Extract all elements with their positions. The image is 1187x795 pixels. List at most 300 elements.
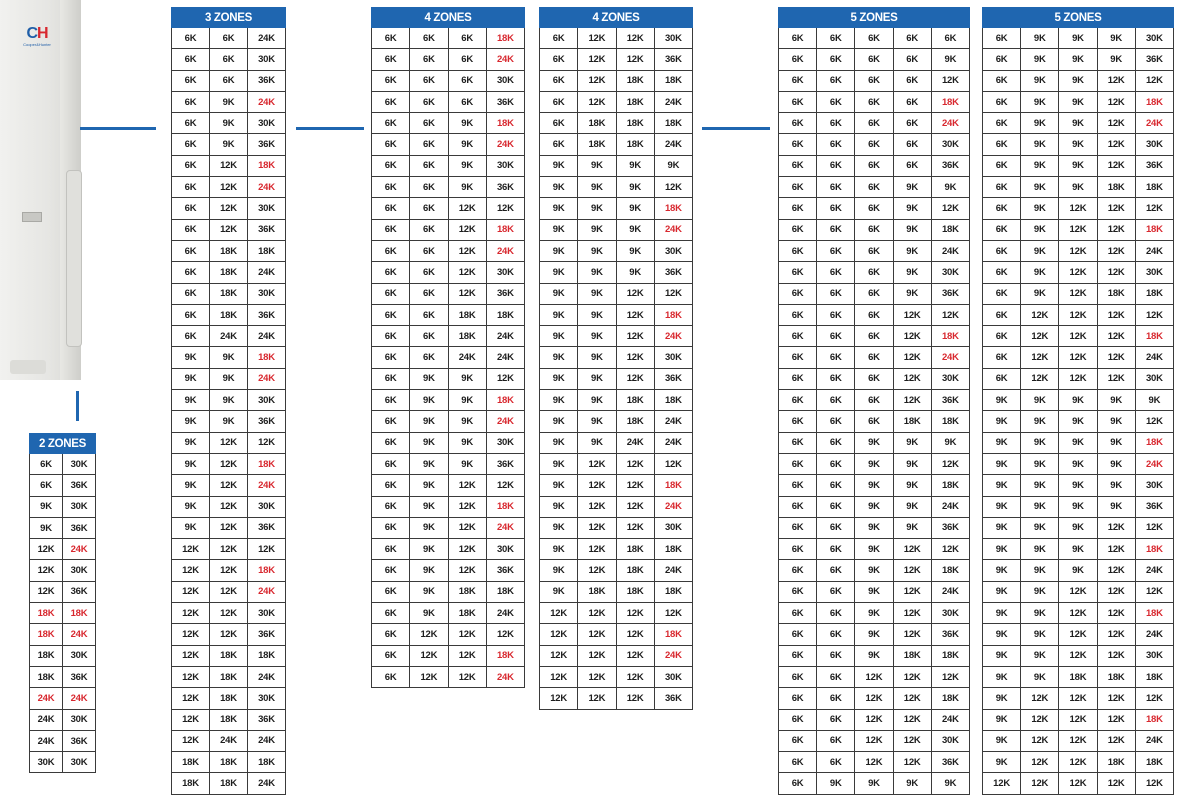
capacity-cell: 12K (540, 603, 578, 624)
capacity-cell: 12K (893, 560, 931, 581)
capacity-cell: 6K (893, 70, 931, 91)
table-row (540, 198, 693, 219)
capacity-cell: 12K (1097, 240, 1135, 261)
capacity-cell: 12K (1097, 91, 1135, 112)
capacity-cell: 12K (1097, 70, 1135, 91)
capacity-cell: 18K (654, 113, 692, 134)
table-row (30, 517, 96, 538)
capacity-cell: 6K (779, 155, 817, 176)
capacity-cell: 9K (931, 432, 969, 453)
capacity-cell: 30K (1135, 645, 1173, 666)
capacity-cell: 6K (540, 70, 578, 91)
capacity-cell: 9K (448, 411, 486, 432)
capacity-cell: 6K (817, 539, 855, 560)
table-row (779, 517, 970, 538)
table-row (172, 624, 286, 645)
capacity-cell: 12K (893, 752, 931, 773)
capacity-cell: 6K (855, 390, 893, 411)
table-row (540, 560, 693, 581)
table-row (372, 581, 525, 602)
capacity-cell: 6K (410, 240, 448, 261)
capacity-cell: 12K (410, 645, 448, 666)
capacity-cell: 6K (779, 326, 817, 347)
table-row (540, 496, 693, 517)
capacity-cell: 18K (210, 666, 248, 687)
capacity-cell: 6K (172, 49, 210, 70)
table-row (540, 539, 693, 560)
capacity-cell: 18K (1097, 283, 1135, 304)
table-row (172, 91, 286, 112)
capacity-cell: 36K (1135, 155, 1173, 176)
unit-handle (22, 212, 42, 222)
capacity-cell: 9K (1021, 198, 1059, 219)
table-row (30, 752, 96, 773)
table-row (983, 347, 1174, 368)
capacity-cell: 6K (855, 198, 893, 219)
capacity-cell: 9K (448, 453, 486, 474)
capacity-cell: 6K (817, 49, 855, 70)
capacity-cell: 6K (855, 177, 893, 198)
table-row (172, 390, 286, 411)
capacity-cell: 9K (578, 326, 616, 347)
capacity-cell: 9K (1097, 432, 1135, 453)
capacity-cell: 9K (1059, 155, 1097, 176)
capacity-cell: 18K (486, 28, 524, 49)
capacity-cell: 18K (248, 240, 286, 261)
capacity-cell: 36K (248, 70, 286, 91)
capacity-cell: 9K (410, 368, 448, 389)
capacity-cell: 9K (1135, 390, 1173, 411)
capacity-cell: 6K (779, 411, 817, 432)
capacity-cell: 9K (616, 219, 654, 240)
capacity-cell: 6K (410, 91, 448, 112)
capacity-cell: 6K (448, 28, 486, 49)
capacity-cell: 18K (1097, 177, 1135, 198)
capacity-cell: 12K (931, 198, 969, 219)
capacity-cell: 18K (210, 773, 248, 794)
capacity-cell: 9K (578, 262, 616, 283)
capacity-cell: 30K (654, 240, 692, 261)
capacity-cell: 9K (1021, 283, 1059, 304)
table-row (983, 49, 1174, 70)
capacity-cell: 9K (1059, 432, 1097, 453)
table-row (172, 219, 286, 240)
capacity-cell: 9K (654, 155, 692, 176)
capacity-cell: 24K (448, 347, 486, 368)
capacity-cell: 6K (779, 198, 817, 219)
capacity-cell: 9K (1021, 49, 1059, 70)
capacity-cell: 24K (931, 709, 969, 730)
capacity-cell: 6K (817, 475, 855, 496)
capacity-cell: 9K (30, 517, 63, 538)
capacity-cell: 6K (817, 262, 855, 283)
capacity-cell: 9K (893, 240, 931, 261)
capacity-cell: 12K (248, 539, 286, 560)
table-row (30, 709, 96, 730)
capacity-cell: 9K (578, 283, 616, 304)
capacity-cell: 6K (855, 326, 893, 347)
table-row (372, 368, 525, 389)
capacity-cell: 36K (248, 624, 286, 645)
capacity-cell: 9K (616, 155, 654, 176)
capacity-cell: 18K (486, 581, 524, 602)
capacity-cell: 12K (1097, 688, 1135, 709)
capacity-cell: 30K (63, 645, 96, 666)
table-row (172, 28, 286, 49)
capacity-cell: 18K (486, 219, 524, 240)
capacity-cell: 9K (1097, 28, 1135, 49)
capacity-cell: 9K (983, 475, 1021, 496)
capacity-cell: 6K (779, 517, 817, 538)
zones-table-2 (29, 433, 96, 773)
capacity-cell: 9K (1021, 603, 1059, 624)
capacity-cell: 18K (448, 581, 486, 602)
capacity-cell: 24K (486, 517, 524, 538)
capacity-cell: 18K (210, 240, 248, 261)
capacity-cell: 9K (578, 177, 616, 198)
capacity-cell: 18K (654, 624, 692, 645)
capacity-cell: 12K (172, 645, 210, 666)
table-row (30, 475, 96, 496)
capacity-cell: 9K (893, 453, 931, 474)
capacity-cell: 9K (817, 773, 855, 794)
capacity-cell: 9K (540, 517, 578, 538)
table-row (779, 368, 970, 389)
capacity-cell: 9K (893, 198, 931, 219)
capacity-cell: 12K (1021, 752, 1059, 773)
capacity-cell: 12K (654, 177, 692, 198)
capacity-cell: 18K (931, 475, 969, 496)
outdoor-unit-image (0, 0, 81, 380)
capacity-cell: 6K (372, 539, 410, 560)
capacity-cell: 6K (448, 91, 486, 112)
capacity-cell: 12K (486, 624, 524, 645)
capacity-cell: 9K (540, 560, 578, 581)
capacity-cell: 9K (855, 773, 893, 794)
capacity-cell: 24K (486, 240, 524, 261)
table-row (779, 262, 970, 283)
capacity-cell: 12K (1097, 539, 1135, 560)
logo-text: Cooper&Hunter (23, 42, 51, 47)
capacity-cell: 18K (616, 560, 654, 581)
capacity-cell: 6K (372, 49, 410, 70)
capacity-cell: 30K (654, 666, 692, 687)
capacity-cell: 6K (372, 240, 410, 261)
capacity-cell: 6K (817, 28, 855, 49)
table-row (372, 496, 525, 517)
capacity-cell: 6K (983, 28, 1021, 49)
capacity-cell: 12K (1097, 709, 1135, 730)
capacity-cell: 18K (893, 411, 931, 432)
capacity-cell: 18K (30, 603, 63, 624)
capacity-cell: 9K (210, 113, 248, 134)
capacity-cell: 12K (893, 368, 931, 389)
capacity-cell: 9K (540, 347, 578, 368)
zones-table-3 (171, 7, 286, 795)
capacity-cell: 6K (172, 28, 210, 49)
table-row (779, 475, 970, 496)
capacity-cell: 9K (983, 517, 1021, 538)
capacity-cell: 6K (172, 240, 210, 261)
capacity-cell: 9K (616, 240, 654, 261)
capacity-cell: 9K (410, 517, 448, 538)
capacity-cell: 18K (210, 688, 248, 709)
capacity-cell: 18K (1135, 752, 1173, 773)
capacity-cell: 9K (1097, 390, 1135, 411)
table-row (30, 730, 96, 751)
capacity-cell: 36K (931, 517, 969, 538)
capacity-cell: 30K (486, 262, 524, 283)
capacity-cell: 9K (1059, 496, 1097, 517)
capacity-cell: 12K (172, 666, 210, 687)
capacity-cell: 6K (817, 283, 855, 304)
capacity-cell: 18K (210, 752, 248, 773)
table-row (372, 432, 525, 453)
capacity-cell: 9K (172, 432, 210, 453)
capacity-cell: 9K (578, 304, 616, 325)
capacity-cell: 12K (578, 624, 616, 645)
capacity-cell: 9K (983, 560, 1021, 581)
capacity-cell: 6K (372, 560, 410, 581)
capacity-cell: 9K (1021, 411, 1059, 432)
capacity-cell: 12K (172, 539, 210, 560)
capacity-cell: 6K (779, 496, 817, 517)
capacity-cell: 12K (1059, 603, 1097, 624)
capacity-cell: 18K (654, 70, 692, 91)
table-row (172, 475, 286, 496)
capacity-cell: 6K (855, 219, 893, 240)
capacity-cell: 9K (1059, 560, 1097, 581)
connector-line-unit-2zones (76, 391, 79, 421)
capacity-cell: 24K (931, 496, 969, 517)
connector-line-4zones-5zones (702, 127, 770, 130)
capacity-cell: 6K (540, 113, 578, 134)
capacity-cell: 24K (63, 539, 96, 560)
capacity-cell: 9K (855, 496, 893, 517)
capacity-cell: 9K (210, 347, 248, 368)
capacity-cell: 6K (779, 475, 817, 496)
capacity-cell: 12K (855, 730, 893, 751)
table-row (30, 539, 96, 560)
capacity-cell: 12K (210, 517, 248, 538)
brand-logo (12, 26, 62, 50)
table-row (372, 198, 525, 219)
capacity-cell: 6K (983, 177, 1021, 198)
capacity-cell: 6K (817, 624, 855, 645)
capacity-cell: 12K (654, 453, 692, 474)
capacity-cell: 30K (1135, 262, 1173, 283)
capacity-cell: 6K (983, 219, 1021, 240)
capacity-cell: 6K (410, 70, 448, 91)
capacity-cell: 18K (616, 134, 654, 155)
capacity-cell: 12K (540, 624, 578, 645)
capacity-cell: 18K (654, 304, 692, 325)
capacity-cell: 6K (779, 304, 817, 325)
capacity-cell: 12K (448, 283, 486, 304)
capacity-cell: 36K (1135, 496, 1173, 517)
capacity-cell: 6K (172, 304, 210, 325)
capacity-cell: 9K (855, 517, 893, 538)
capacity-cell: 12K (210, 219, 248, 240)
capacity-cell: 12K (931, 304, 969, 325)
capacity-cell: 6K (855, 155, 893, 176)
capacity-cell: 12K (1135, 773, 1173, 794)
capacity-cell: 30K (931, 134, 969, 155)
capacity-cell: 9K (1059, 390, 1097, 411)
capacity-cell: 9K (1021, 560, 1059, 581)
capacity-cell: 6K (855, 91, 893, 112)
capacity-cell: 18K (616, 411, 654, 432)
capacity-cell: 12K (578, 666, 616, 687)
table-row (983, 134, 1174, 155)
capacity-cell: 9K (983, 539, 1021, 560)
capacity-cell: 30K (63, 454, 96, 475)
capacity-cell: 24K (654, 645, 692, 666)
capacity-cell: 12K (1059, 624, 1097, 645)
capacity-cell: 12K (893, 326, 931, 347)
capacity-cell: 12K (1059, 709, 1097, 730)
capacity-cell: 36K (486, 91, 524, 112)
table-row (540, 347, 693, 368)
capacity-cell: 24K (931, 347, 969, 368)
capacity-cell: 24K (1135, 240, 1173, 261)
capacity-cell: 30K (931, 368, 969, 389)
capacity-cell: 30K (248, 496, 286, 517)
capacity-cell: 6K (372, 624, 410, 645)
capacity-cell: 18K (654, 581, 692, 602)
capacity-cell: 6K (372, 390, 410, 411)
capacity-cell: 6K (893, 134, 931, 155)
capacity-cell: 9K (983, 453, 1021, 474)
table-row (983, 91, 1174, 112)
capacity-cell: 36K (63, 517, 96, 538)
capacity-cell: 12K (893, 390, 931, 411)
capacity-cell: 6K (817, 304, 855, 325)
capacity-cell: 12K (654, 603, 692, 624)
capacity-cell: 12K (578, 28, 616, 49)
capacity-cell: 12K (893, 688, 931, 709)
capacity-cell: 9K (540, 283, 578, 304)
capacity-cell: 18K (486, 496, 524, 517)
connector-line-unit-3zones (80, 127, 156, 130)
capacity-cell: 18K (578, 113, 616, 134)
capacity-cell: 24K (248, 368, 286, 389)
table-row (372, 28, 525, 49)
capacity-cell: 9K (578, 240, 616, 261)
capacity-cell: 18K (210, 262, 248, 283)
capacity-cell: 12K (448, 198, 486, 219)
table-row (983, 709, 1174, 730)
table-row (172, 49, 286, 70)
capacity-cell: 18K (1097, 752, 1135, 773)
capacity-cell: 12K (210, 560, 248, 581)
table-row (983, 603, 1174, 624)
table-row (540, 432, 693, 453)
capacity-cell: 6K (779, 432, 817, 453)
capacity-cell: 36K (654, 688, 692, 709)
capacity-cell: 6K (210, 28, 248, 49)
table-row (983, 304, 1174, 325)
capacity-cell: 36K (248, 517, 286, 538)
table-row (779, 91, 970, 112)
capacity-cell: 12K (1135, 411, 1173, 432)
capacity-cell: 9K (893, 517, 931, 538)
capacity-cell: 6K (817, 198, 855, 219)
capacity-cell: 6K (372, 475, 410, 496)
table-row (172, 709, 286, 730)
capacity-cell: 12K (893, 581, 931, 602)
capacity-cell: 6K (372, 219, 410, 240)
capacity-cell: 9K (1097, 411, 1135, 432)
table-row (540, 283, 693, 304)
capacity-cell: 9K (931, 49, 969, 70)
capacity-cell: 6K (372, 177, 410, 198)
capacity-cell: 9K (578, 155, 616, 176)
capacity-cell: 12K (578, 517, 616, 538)
capacity-cell: 6K (172, 134, 210, 155)
capacity-cell: 12K (1021, 730, 1059, 751)
capacity-cell: 6K (372, 453, 410, 474)
capacity-cell: 24K (63, 688, 96, 709)
capacity-cell: 9K (983, 581, 1021, 602)
capacity-cell: 9K (893, 219, 931, 240)
capacity-cell: 12K (486, 198, 524, 219)
table-row (372, 624, 525, 645)
capacity-cell: 6K (817, 177, 855, 198)
table-row (30, 645, 96, 666)
table-row (540, 326, 693, 347)
capacity-cell: 12K (616, 28, 654, 49)
table-row (372, 177, 525, 198)
table-row (372, 411, 525, 432)
table-row (372, 283, 525, 304)
capacity-cell: 18K (248, 347, 286, 368)
capacity-cell: 12K (410, 624, 448, 645)
capacity-cell: 9K (410, 411, 448, 432)
capacity-cell: 24K (1135, 560, 1173, 581)
capacity-cell: 9K (983, 688, 1021, 709)
table-row (30, 581, 96, 602)
capacity-cell: 36K (63, 730, 96, 751)
capacity-cell: 9K (1021, 70, 1059, 91)
capacity-cell: 6K (983, 347, 1021, 368)
capacity-cell: 6K (372, 368, 410, 389)
table-row (372, 326, 525, 347)
capacity-cell: 12K (893, 666, 931, 687)
capacity-cell: 9K (1059, 91, 1097, 112)
table-row (372, 155, 525, 176)
table-row (983, 262, 1174, 283)
capacity-cell: 6K (172, 91, 210, 112)
capacity-cell: 36K (248, 411, 286, 432)
capacity-cell: 6K (779, 730, 817, 751)
table-row (372, 134, 525, 155)
table-row (779, 155, 970, 176)
capacity-cell: 9K (30, 496, 63, 517)
table-row (540, 113, 693, 134)
capacity-cell: 30K (248, 198, 286, 219)
capacity-cell: 6K (817, 134, 855, 155)
capacity-cell: 12K (616, 517, 654, 538)
capacity-cell: 30K (931, 730, 969, 751)
capacity-cell: 6K (855, 283, 893, 304)
capacity-cell: 6K (817, 752, 855, 773)
table-title: 3 ZONES (172, 8, 286, 28)
capacity-cell: 6K (779, 134, 817, 155)
table-row (172, 603, 286, 624)
capacity-cell: 30K (486, 432, 524, 453)
table-row (779, 134, 970, 155)
